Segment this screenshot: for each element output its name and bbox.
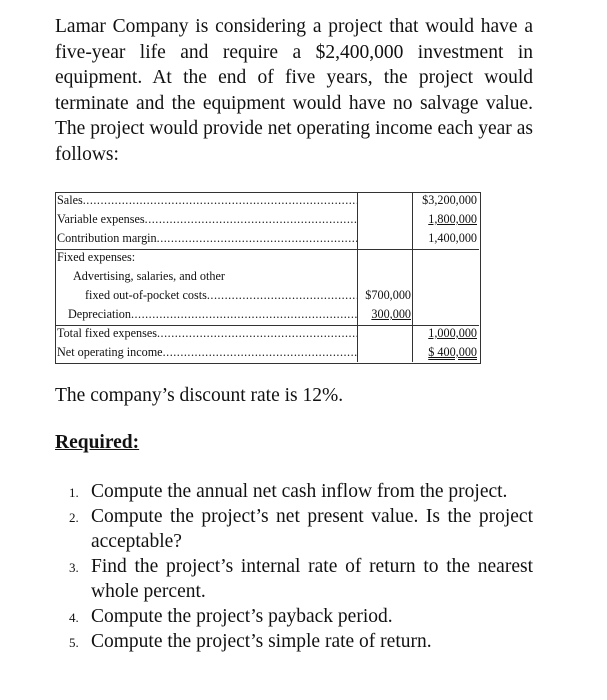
table-row <box>55 211 481 229</box>
list-item <box>66 479 533 504</box>
requirements-list <box>66 479 533 654</box>
row-label-contribution-margin: Contribution margin ..... <box>57 230 357 247</box>
list-item-text: Compute the annual net cash inflow from the project. <box>91 481 508 502</box>
table-row <box>55 344 481 362</box>
table-row <box>55 306 481 324</box>
list-item-text: Compute the project’s net present value. Is the project acceptable? <box>91 506 533 552</box>
table-row <box>55 287 481 305</box>
value-sales: $3,200,000 <box>422 193 477 207</box>
list-item-number: 2. <box>69 510 79 525</box>
list-item <box>66 554 533 604</box>
row-label-out-of-pocket-costs: fixed out-of-pocket costs ..... <box>85 287 357 304</box>
list-item-text: Find the project’s internal rate of return to the nearest whole percent. <box>91 556 533 602</box>
table-row <box>55 230 481 248</box>
row-label-fixed-expenses: Fixed expenses: <box>57 250 136 264</box>
value-out-of-pocket-costs: $700,000 <box>365 288 411 302</box>
row-label-sales: Sales ..... <box>57 192 357 209</box>
list-item-number: 1. <box>69 485 79 500</box>
discount-rate-text: The company’s discount rate is 12%. <box>55 385 344 406</box>
list-item-number: 3. <box>69 560 79 575</box>
value-net-operating-income: $ 400,000 <box>428 345 477 359</box>
row-label-advertising: Advertising, salaries, and other <box>73 269 225 283</box>
list-item <box>66 504 533 554</box>
row-label-total-fixed-expenses: Total fixed expenses ..... <box>57 325 357 342</box>
income-statement-table <box>55 192 481 364</box>
value-total-fixed-expenses: 1,000,000 <box>428 326 477 340</box>
list-item <box>66 604 533 629</box>
value-depreciation: 300,000 <box>371 307 411 321</box>
value-variable-expenses: 1,800,000 <box>428 212 477 226</box>
problem-intro: Lamar Company is considering a project that would have a five-year life and require a $2,400,000 investment in equipment. At the end of five years, the project would terminate and the equipment would have no salvage value. The project would provide net operating income each year as follows: <box>55 16 533 165</box>
row-label-net-operating-income: Net operating income ..... <box>57 344 357 361</box>
list-item-number: 4. <box>69 610 79 625</box>
row-label-variable-expenses: Variable expenses ..... <box>57 211 357 228</box>
required-heading: Required: <box>55 432 140 453</box>
list-item-number: 5. <box>69 635 79 650</box>
list-item <box>66 629 533 654</box>
row-label-depreciation: Depreciation ..... <box>68 306 357 323</box>
list-item-text: Compute the project’s simple rate of return. <box>91 631 432 652</box>
list-item-text: Compute the project’s payback period. <box>91 606 393 627</box>
table-row <box>55 192 481 210</box>
table-row <box>55 325 481 343</box>
table-row <box>55 268 481 286</box>
table-row <box>55 249 481 267</box>
value-contribution-margin: 1,400,000 <box>428 231 477 245</box>
